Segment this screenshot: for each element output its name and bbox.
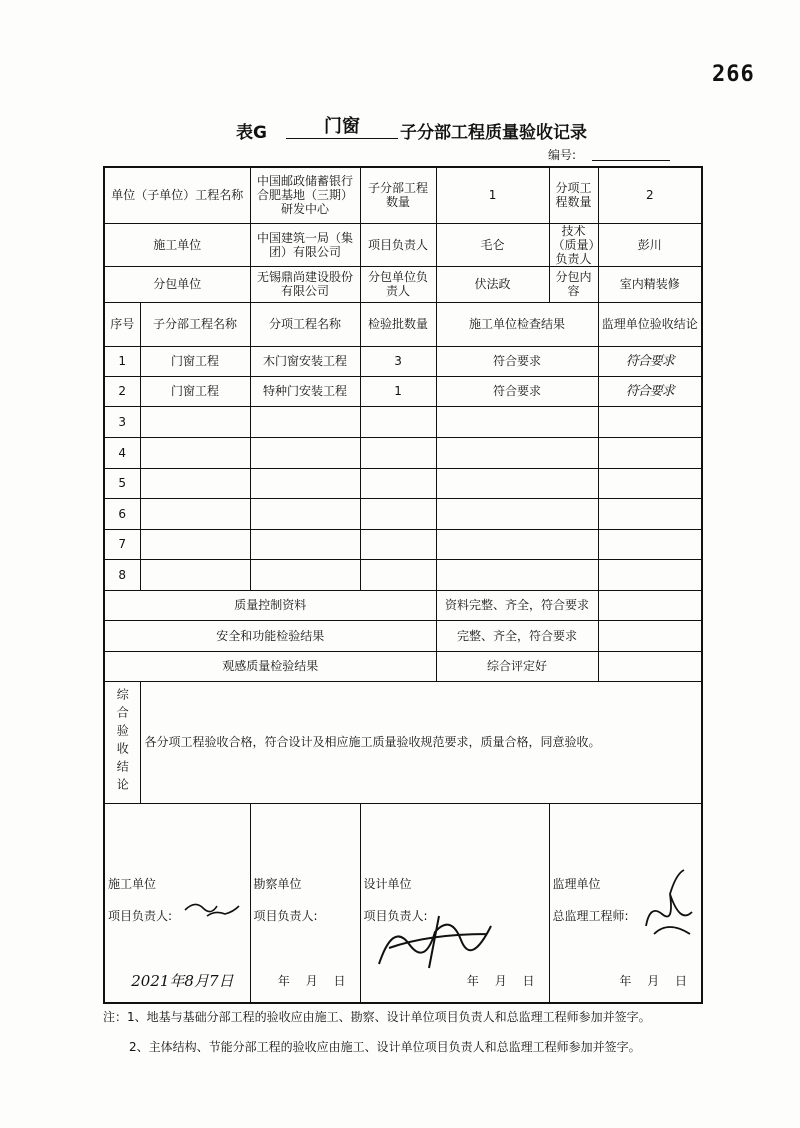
- row-supervisor-conclusion: [598, 346, 702, 376]
- constructor-label: 施工单位: [104, 223, 250, 266]
- table-row: [104, 376, 702, 406]
- row-item-name: [250, 559, 360, 590]
- tech-lead-value: 彭川: [598, 223, 702, 266]
- signature-unit: 施工单位: [108, 876, 157, 891]
- row-check-result: [436, 498, 598, 529]
- page-number: 266: [712, 62, 755, 87]
- table-row: [104, 559, 702, 590]
- footnotes: [103, 1002, 651, 1062]
- subdiv-count-value: 1: [436, 167, 549, 223]
- table-row: [104, 406, 702, 437]
- conclusion-text: 各分项工程验收合格，符合设计及相应施工质量验收规范要求，质量合格，同意验收。: [140, 681, 702, 803]
- row-item-name: [250, 406, 360, 437]
- safety-supervisor: [598, 620, 702, 651]
- signature-role: 项目负责人:: [108, 908, 173, 923]
- signature-design: [360, 803, 549, 1003]
- row-subdiv-name: [140, 529, 250, 559]
- row-item-name: 特种门安装工程: [250, 376, 360, 406]
- row-item-name: [250, 498, 360, 529]
- col-header-subdiv-name: 子分部工程名称: [140, 302, 250, 346]
- row-supervisor-conclusion: [598, 468, 702, 498]
- page-title: 子分部工程质量验收记录: [400, 123, 587, 143]
- sub-lead-value: 伏法政: [436, 266, 549, 302]
- signature-date: 年 月 日: [619, 974, 688, 988]
- appearance-label: 观感质量检验结果: [104, 651, 436, 681]
- row-subdiv-name: [140, 559, 250, 590]
- table-row: [104, 468, 702, 498]
- summary-row-appearance: [104, 651, 702, 681]
- row-check-result: 符合要求: [436, 346, 598, 376]
- safety-value: 完整、齐全，符合要求: [436, 620, 598, 651]
- footnote-1: 注：1、地基与基础分部工程的验收应由施工、勘察、设计单位项目负责人和总监理工程师参加并签字。: [103, 1010, 651, 1024]
- subcontractor-label: 分包单位: [104, 266, 250, 302]
- row-item-name: [250, 529, 360, 559]
- col-header-check-result: 施工单位检查结果: [436, 302, 598, 346]
- conclusion-row: [104, 681, 702, 803]
- signature-row: [104, 803, 702, 1003]
- safety-label: 安全和功能检验结果: [104, 620, 436, 651]
- row-batch-count: [360, 498, 436, 529]
- summary-row-quality-control: [104, 590, 702, 620]
- row-check-result: [436, 437, 598, 468]
- col-header-supervisor-conclusion: 监理单位验收结论: [598, 302, 702, 346]
- signature-constructor: [104, 803, 250, 1003]
- unit-name-value: 中国邮政储蓄银行合肥基地（三期）研发中心: [250, 167, 360, 223]
- appearance-value: 综合评定好: [436, 651, 598, 681]
- conclusion-label-cell: [104, 681, 140, 803]
- signature-unit: 勘察单位: [253, 876, 302, 891]
- row-item-name: 木门窗安装工程: [250, 346, 360, 376]
- handwritten-signature-icon: [640, 864, 700, 944]
- table-row: [104, 498, 702, 529]
- table-row: [104, 529, 702, 559]
- row-item-name: [250, 468, 360, 498]
- subdiv-count-label: 子分部工程数量: [360, 167, 436, 223]
- quality-control-label: 质量控制资料: [104, 590, 436, 620]
- row-supervisor-conclusion: [598, 559, 702, 590]
- sub-lead-label: 分包单位负责人: [360, 266, 436, 302]
- signature-role: 总监理工程师:: [552, 908, 629, 923]
- handwritten-conclusion: 符合要求: [625, 353, 674, 369]
- row-batch-count: 1: [360, 376, 436, 406]
- item-count-value: 2: [598, 167, 702, 223]
- row-batch-count: 3: [360, 346, 436, 376]
- row-no: 5: [104, 468, 140, 498]
- row-batch-count: [360, 468, 436, 498]
- table-row: [104, 346, 702, 376]
- col-header-batch-count: 检验批数量: [360, 302, 436, 346]
- row-subdiv-name: [140, 468, 250, 498]
- row-check-result: [436, 529, 598, 559]
- title-subdivision-name: 门窗: [286, 116, 398, 139]
- signature-role: 项目负责人:: [253, 908, 318, 923]
- conclusion-label: 综合验收结论: [115, 688, 130, 796]
- row-check-result: [436, 559, 598, 590]
- header-row-unit: [104, 167, 702, 223]
- row-batch-count: [360, 437, 436, 468]
- row-supervisor-conclusion: [598, 376, 702, 406]
- row-supervisor-conclusion: [598, 437, 702, 468]
- row-no: 7: [104, 529, 140, 559]
- constructor-value: 中国建筑一局（集团）有限公司: [250, 223, 360, 266]
- row-batch-count: [360, 406, 436, 437]
- col-header-no: 序号: [104, 302, 140, 346]
- table-row: [104, 437, 702, 468]
- row-check-result: [436, 468, 598, 498]
- signature-date: 年 月 日: [277, 974, 346, 988]
- column-header-row: [104, 302, 702, 346]
- row-no: 1: [104, 346, 140, 376]
- row-item-name: [250, 437, 360, 468]
- signature-role: 项目负责人:: [363, 908, 428, 923]
- handwritten-signature-icon: [181, 896, 241, 926]
- row-supervisor-conclusion: [598, 406, 702, 437]
- row-no: 8: [104, 559, 140, 590]
- row-no: 2: [104, 376, 140, 406]
- header-row-subcontractor: [104, 266, 702, 302]
- row-batch-count: [360, 559, 436, 590]
- signature-supervisor: [549, 803, 702, 1003]
- signature-survey: [250, 803, 360, 1003]
- signature-unit: 设计单位: [363, 876, 412, 891]
- row-batch-count: [360, 529, 436, 559]
- tech-lead-label: 技术（质量）负责人: [549, 223, 598, 266]
- sub-content-label: 分包内容: [549, 266, 598, 302]
- quality-control-supervisor: [598, 590, 702, 620]
- row-subdiv-name: [140, 437, 250, 468]
- item-count-label: 分项工程数量: [549, 167, 598, 223]
- row-no: 6: [104, 498, 140, 529]
- signature-date: 2021年8月7日: [131, 972, 234, 990]
- row-no: 4: [104, 437, 140, 468]
- row-no: 3: [104, 406, 140, 437]
- acceptance-form-table: [103, 166, 703, 1004]
- serial-number-label: 编号:: [548, 148, 577, 162]
- footnote-2: 2、主体结构、节能分部工程的验收应由施工、设计单位项目负责人和总监理工程师参加并签字。: [129, 1040, 641, 1054]
- subcontractor-value: 无锡鼎尚建设股份有限公司: [250, 266, 360, 302]
- quality-control-value: 资料完整、齐全，符合要求: [436, 590, 598, 620]
- project-manager-value: 毛仑: [436, 223, 549, 266]
- summary-row-safety: [104, 620, 702, 651]
- row-supervisor-conclusion: [598, 498, 702, 529]
- handwritten-conclusion: 符合要求: [625, 383, 674, 399]
- signature-date: 年 月 日: [466, 974, 535, 988]
- row-subdiv-name: 门窗工程: [140, 376, 250, 406]
- form-code: 表G: [236, 123, 267, 143]
- unit-name-label: 单位（子单位）工程名称: [104, 167, 250, 223]
- row-subdiv-name: [140, 498, 250, 529]
- row-supervisor-conclusion: [598, 529, 702, 559]
- project-manager-label: 项目负责人: [360, 223, 436, 266]
- col-header-item-name: 分项工程名称: [250, 302, 360, 346]
- row-subdiv-name: [140, 406, 250, 437]
- signature-unit: 监理单位: [552, 876, 601, 891]
- row-check-result: [436, 406, 598, 437]
- sub-content-value: 室内精装修: [598, 266, 702, 302]
- appearance-supervisor: [598, 651, 702, 681]
- row-subdiv-name: 门窗工程: [140, 346, 250, 376]
- serial-number-field[interactable]: [592, 160, 670, 161]
- header-row-constructor: [104, 223, 702, 266]
- row-check-result: 符合要求: [436, 376, 598, 406]
